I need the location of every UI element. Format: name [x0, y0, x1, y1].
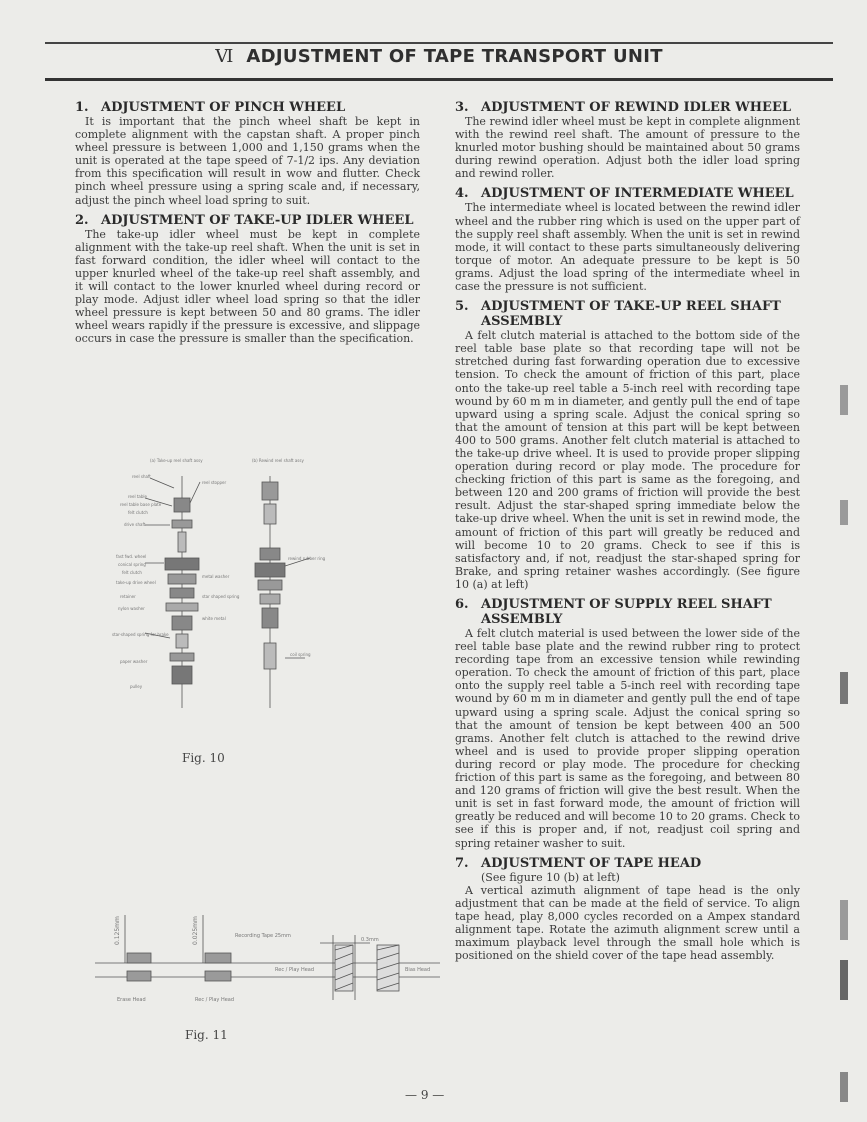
figure-10-diagram	[110, 448, 360, 738]
fig10-label: drive shaft	[124, 522, 146, 527]
scan-edge-mark	[840, 500, 848, 525]
fig11-bias-label: Bias Head	[405, 967, 431, 973]
section-body: The take-up idler wheel must be kept in complete alignment with the take-up reel shaft. When the unit is set in fast forward condition, the idler wheel will contact to the upper knurled wheel of the take-up reel shaft assembly, and it will contact to the lower knurled wheel during record or play mode. Adjust idler wheel load spring so that the idler wheel pressure is kept between 50 and 80 grams. The idler wheel wears rapidly if the pressure is excessive, and slippage occurs in case the pressure is smaller than the specification.	[75, 227, 420, 346]
section-heading: 6. ADJUSTMENT OF SUPPLY REEL SHAFT ASSEMBLY	[455, 597, 772, 627]
section-6	[455, 597, 800, 850]
fig10-label: reel table	[128, 494, 147, 499]
section-heading: 4. ADJUSTMENT OF INTERMEDIATE WHEEL	[455, 186, 794, 202]
scan-edge-mark	[840, 672, 848, 704]
figure-11-diagram	[95, 905, 440, 1030]
fig11-gap-label: 0.3mm	[361, 937, 379, 943]
scan-edge-mark	[840, 385, 848, 415]
section-body: A felt clutch material is used between the lower side of the reel table base plate and the rewind rubber ring to protect recording tape from an excessive tension while rewinding operation. To check the amount of friction of this part, place onto the supply reel table a 5-inch reel with recording tape wound by 60 m m in diameter and gently pull the end of tape upward using a spring scale. Adjust the conical spring so that the amount of tension be kept between 400 an 500 grams. Another felt clutch is attached to the rewind drive wheel and is used to provide proper slipping operation during record or play mode. The procedure for checking friction of this part is same as the foregoing, and between 80 and 120 grams of friction will give the best result. When the unit is set in fast forward mode, the amount of friction will greatly be reduced and will become 10 to 20 grams. Check to see if this is proper and, if not, readjust coil spring and spring retainer washer to suit.	[455, 627, 800, 850]
fig11-tape-label: Recording Tape 25mm	[235, 933, 291, 939]
fig10-label: nylon washer	[118, 606, 145, 611]
fig11-rec-play-label: Rec / Play Head	[275, 967, 315, 973]
fig10-label: white metal	[202, 616, 226, 621]
chapter-numeral: Ⅵ	[215, 46, 234, 67]
page-header	[45, 46, 833, 76]
section-2	[75, 213, 420, 346]
scan-edge-mark	[840, 960, 848, 1000]
section-body: The rewind idler wheel must be kept in complete alignment with the rewind reel shaft. The amount of pressure to the knurled motor bushing should be maintained about 50 grams during rewind operation. Adjust both the idler load spring and rewind roller.	[455, 115, 800, 181]
section-body: It is important that the pinch wheel shaft be kept in complete alignment with the capstan shaft. A proper pinch wheel pressure is between 1,000 and 1,150 grams when the unit is operated at the tape speed of 7-1/2 ips. Any deviation from this specification will result in wow and flutter. Check pinch wheel pressure using a spring scale and, if necessary, adjust the pinch wheel load spring to suit.	[75, 115, 420, 207]
fig10-label: fast fwd. wheel	[116, 554, 147, 559]
fig10-label: paper washer	[120, 659, 148, 664]
fig10-label: reel shaft	[132, 474, 151, 479]
section-subnote: (See figure 10 (b) at left)	[481, 870, 620, 884]
fig10-label: felt clutch	[128, 510, 148, 515]
section-1	[75, 100, 420, 207]
page-number: — 9 —	[405, 1088, 445, 1102]
section-5	[455, 299, 800, 591]
fig10-label: metal washer	[202, 574, 230, 579]
scan-edge-mark	[840, 1072, 848, 1102]
section-3	[455, 100, 800, 180]
left-column	[75, 100, 420, 352]
figure-10-caption: Fig. 10	[182, 751, 225, 765]
section-heading: 5. ADJUSTMENT OF TAKE-UP REEL SHAFT ASSEMBLY	[455, 299, 781, 330]
fig10-label: conical spring	[118, 562, 146, 567]
fig10-label: star-shaped spring for brake	[112, 632, 169, 637]
fig11-dim-2: 0.025mm	[192, 916, 199, 945]
fig10-label: reel table base plate	[120, 502, 162, 507]
section-7	[455, 856, 800, 963]
right-column	[455, 100, 800, 968]
fig11-erase-label: Erase Head	[117, 997, 146, 1003]
header-top-rule	[45, 42, 833, 44]
figure-11-caption: Fig. 11	[185, 1028, 228, 1042]
fig10-label: pulley	[130, 684, 143, 689]
section-body: A felt clutch material is attached to the bottom side of the reel table base plate so that recording tape will not be stretched during fast forwarding operation due to excessive tension. To check the amount of friction of this part, place onto the take-up reel table a 5-inch reel with recording tape wound by 60 m m in diameter, and gently pull the end of tape upward using a spring scale. Adjust the conical spring so that the amount of tension at this part will be kept between 400 to 500 grams. Another felt clutch material is attached to the take-up drive wheel. It is used to provide proper slipping operation during record or play mode. The procedure for checking friction of this part is same as the foregoing, and between 120 and 200 grams of friction will provide the best result. Adjust the star-shaped spring immediate below the take-up drive wheel. When the unit is set in rewind mode, the amount of friction of this part will greatly be reduced and will become 10 to 20 grams. Check to see if this is satisfactory and, if not, readjust the star-shaped spring for Brake, and spring retainer washes accordingly. (See figure 10 (a) at left)	[455, 329, 800, 591]
scan-edge-mark	[840, 900, 848, 940]
fig11-rec-play-label-2: Rec / Play Head	[195, 997, 235, 1003]
header-bottom-rule	[45, 78, 833, 81]
fig10-label: reel stopper	[202, 480, 227, 485]
section-body: A vertical azimuth alignment of tape head is the only adjustment that can be made at the field of service. To align tape head, play 8,000 cycles recorded on a Ampex standard alignment tape. Rotate the azimuth alignment screw until a maximum playback level through the small hole which is positioned on the shield cover of the tape head assembly.	[455, 883, 800, 963]
section-4	[455, 186, 800, 293]
section-heading: 7. ADJUSTMENT OF TAPE HEAD	[455, 855, 702, 871]
section-heading: 3. ADJUSTMENT OF REWIND IDLER WHEEL	[455, 100, 792, 115]
fig10-label: rewind rubber ring	[288, 556, 326, 561]
section-heading: 1. ADJUSTMENT OF PINCH WHEEL	[75, 100, 346, 115]
fig10-label: coil spring	[290, 652, 311, 657]
fig10-label: (a) Take-up reel shaft assy	[150, 458, 203, 463]
chapter-title: ADJUSTMENT OF TAPE TRANSPORT UNIT	[246, 46, 663, 67]
fig10-label: star shaped spring	[202, 594, 240, 599]
fig10-label: felt clutch	[122, 570, 142, 575]
section-body: The intermediate wheel is located between the rewind idler wheel and the rubber ring which is used on the upper part of the supply reel shaft assembly. When the unit is set in rewind mode, it will contact to these parts simultaneously delivering torque of motor. An adequate pressure to be kept is 50 grams. Adjust the load spring of the intermediate wheel in case the pressure is not sufficient.	[455, 201, 800, 294]
fig11-dim-1: 0.125mm	[114, 916, 121, 945]
section-heading: 2. ADJUSTMENT OF TAKE-UP IDLER WHEEL	[75, 212, 414, 228]
fig10-label: retainer	[120, 594, 136, 599]
fig10-label: (b) Rewind reel shaft assy	[252, 458, 304, 463]
fig10-label: take-up drive wheel	[116, 580, 156, 585]
